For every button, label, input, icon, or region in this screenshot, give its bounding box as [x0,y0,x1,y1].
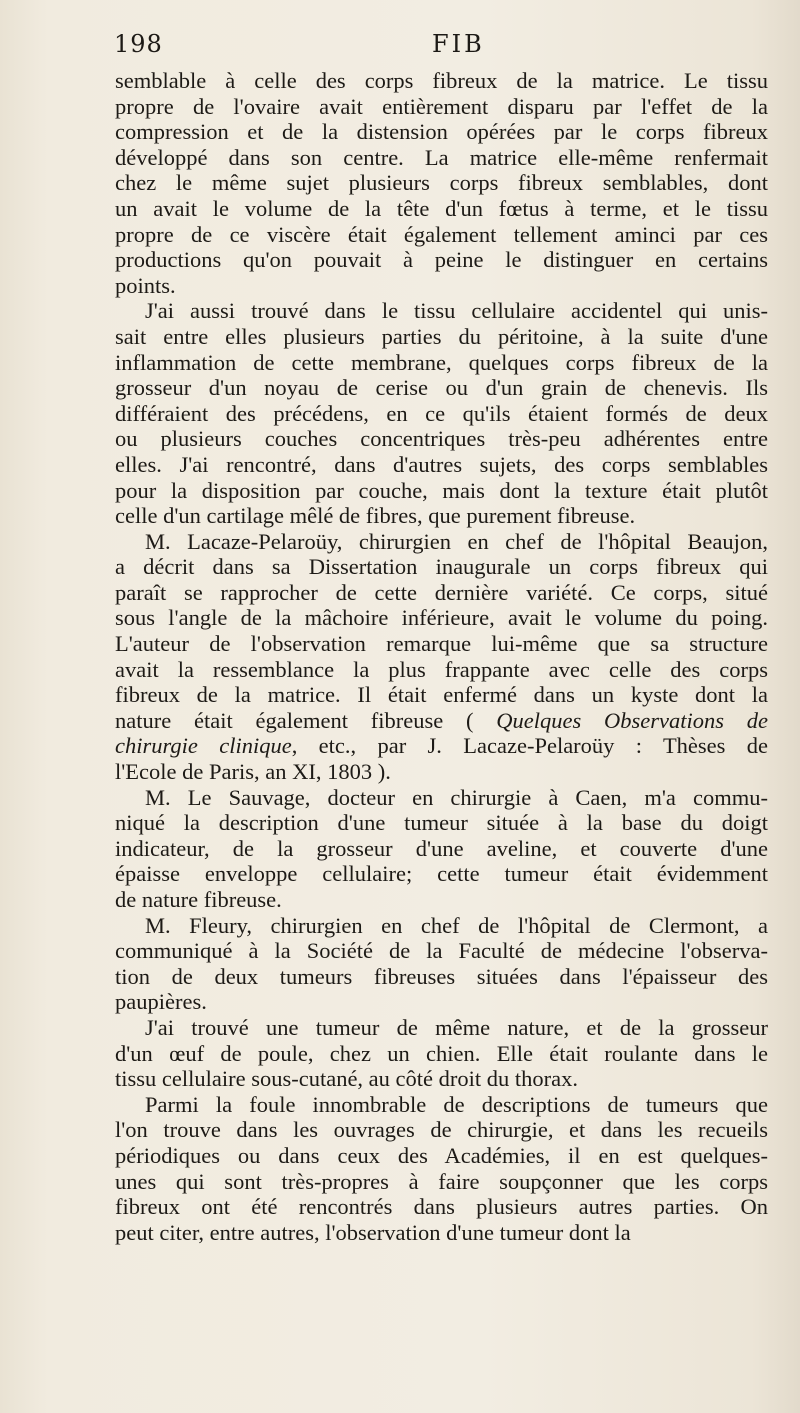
text-line: communiqué à la Société de la Faculté de médecine l'observa- [115,938,768,964]
text-line: grosseur d'un noyau de cerise ou d'un grain de chenevis. Ils [115,375,768,401]
text-line: propre de l'ovaire avait entièrement disparu par l'effet de la [115,93,768,119]
text-line: de nature fibreuse. [115,887,282,912]
running-head: FIB [432,30,485,58]
text-line: M. Lacaze-Pelaroüy, chirurgien en chef de l'hôpital Beaujon, [145,528,768,554]
paragraph [115,529,768,785]
text-line: périodiques ou dans ceux des Académies, il en est quelques- [115,1142,768,1168]
text-line: sous l'angle de la mâchoire inférieure, avait le volume du poing. [115,605,768,631]
text-line: M. Fleury, chirurgien en chef de l'hôpital de Clermont, a [145,912,768,938]
paragraph [115,913,768,1015]
text-line: a décrit dans sa Dissertation inaugurale un corps fibreux qui [115,554,768,580]
text-line: propre de ce viscère était également tellement aminci par ces [115,221,768,247]
paragraph [115,68,768,298]
text-line: un avait le volume de la tête d'un fœtus à terme, et le tissu [115,195,768,221]
text-line: chez le même sujet plusieurs corps fibreux semblables, dont [115,170,768,196]
text-line: celle d'un cartilage mêlé de fibres, que purement fibreuse. [115,503,636,529]
paragraph [115,1092,768,1246]
text-line: développé dans son centre. La matrice elle-même renfermait [115,144,768,170]
text-line: pour la disposition par couche, mais dont la texture était plutôt [115,477,768,503]
page-number: 198 [114,30,163,58]
text-line: nature était également fibreuse ( Quelques Observations de [115,707,768,733]
text-line: d'un œuf de poule, chez un chien. Elle était roulante dans le [115,1040,768,1066]
text-line: ou plusieurs couches concentriques très-peu adhérentes entre [115,426,768,452]
text-line: indicateur, de la grosseur d'une aveline, et couverte d'une [115,835,768,861]
paragraph [115,298,768,528]
page-header [114,30,760,70]
text-line: L'auteur de l'observation remarque lui-même que sa structure [115,631,768,657]
text-line: paupières. [115,989,207,1015]
text-line: avait la ressemblance la plus frappante avec celle des corps [115,656,768,682]
text-line: tissu cellulaire sous-cutané, au côté droit du thorax. [115,1066,578,1092]
text-line: l'on trouve dans les ouvrages de chirurgie, et dans les recueils [115,1117,768,1143]
text-line: peut citer, entre autres, l'observation d'une tumeur dont la [115,1219,631,1245]
text-line: inflammation de cette membrane, quelques corps fibreux de la [115,349,768,375]
text-line: semblable à celle des corps fibreux de la matrice. Le tissu [115,68,768,93]
body-text [115,68,768,1245]
text-line: unes qui sont très-propres à faire soupçonner que les corps [115,1168,768,1194]
text-line: J'ai trouvé une tumeur de même nature, et de la grosseur [145,1014,768,1040]
text-line: fibreux ont été rencontrés dans plusieurs autres parties. On [115,1194,768,1220]
text-line: niqué la description d'une tumeur située à la base du doigt [115,810,768,836]
text-line: Parmi la foule innombrable de descriptions de tumeurs que [145,1091,768,1117]
text-line: fibreux de la matrice. Il était enfermé dans un kyste dont la [115,682,768,708]
paragraph [115,1015,768,1092]
paragraph [115,785,768,913]
text-line: paraît se rapprocher de cette dernière variété. Ce corps, situé [115,579,768,605]
text-line: compression et de la distension opérées par le corps fibreux [115,119,768,145]
text-line: elles. J'ai rencontré, dans d'autres sujets, des corps semblables [115,451,768,477]
text-line: productions qu'on pouvait à peine le distinguer en certains [115,247,768,273]
text-line: M. Le Sauvage, docteur en chirurgie à Caen, m'a commu- [145,784,768,810]
text-line: points. [115,272,176,298]
text-line: sait entre elles plusieurs parties du péritoine, à la suite d'une [115,323,768,349]
text-line: l'Ecole de Paris, an XI, 1803 ). [115,759,391,785]
text-line: épaisse enveloppe cellulaire; cette tumeur était évidemment [115,861,768,887]
text-line: différaient des précédens, en ce qu'ils étaient formés de deux [115,400,768,426]
text-line: J'ai aussi trouvé dans le tissu cellulaire accidentel qui unis- [145,298,768,324]
text-line: tion de deux tumeurs fibreuses situées dans l'épaisseur des [115,963,768,989]
text-line: chirurgie clinique, etc., par J. Lacaze-Pelaroüy : Thèses de [115,733,768,759]
